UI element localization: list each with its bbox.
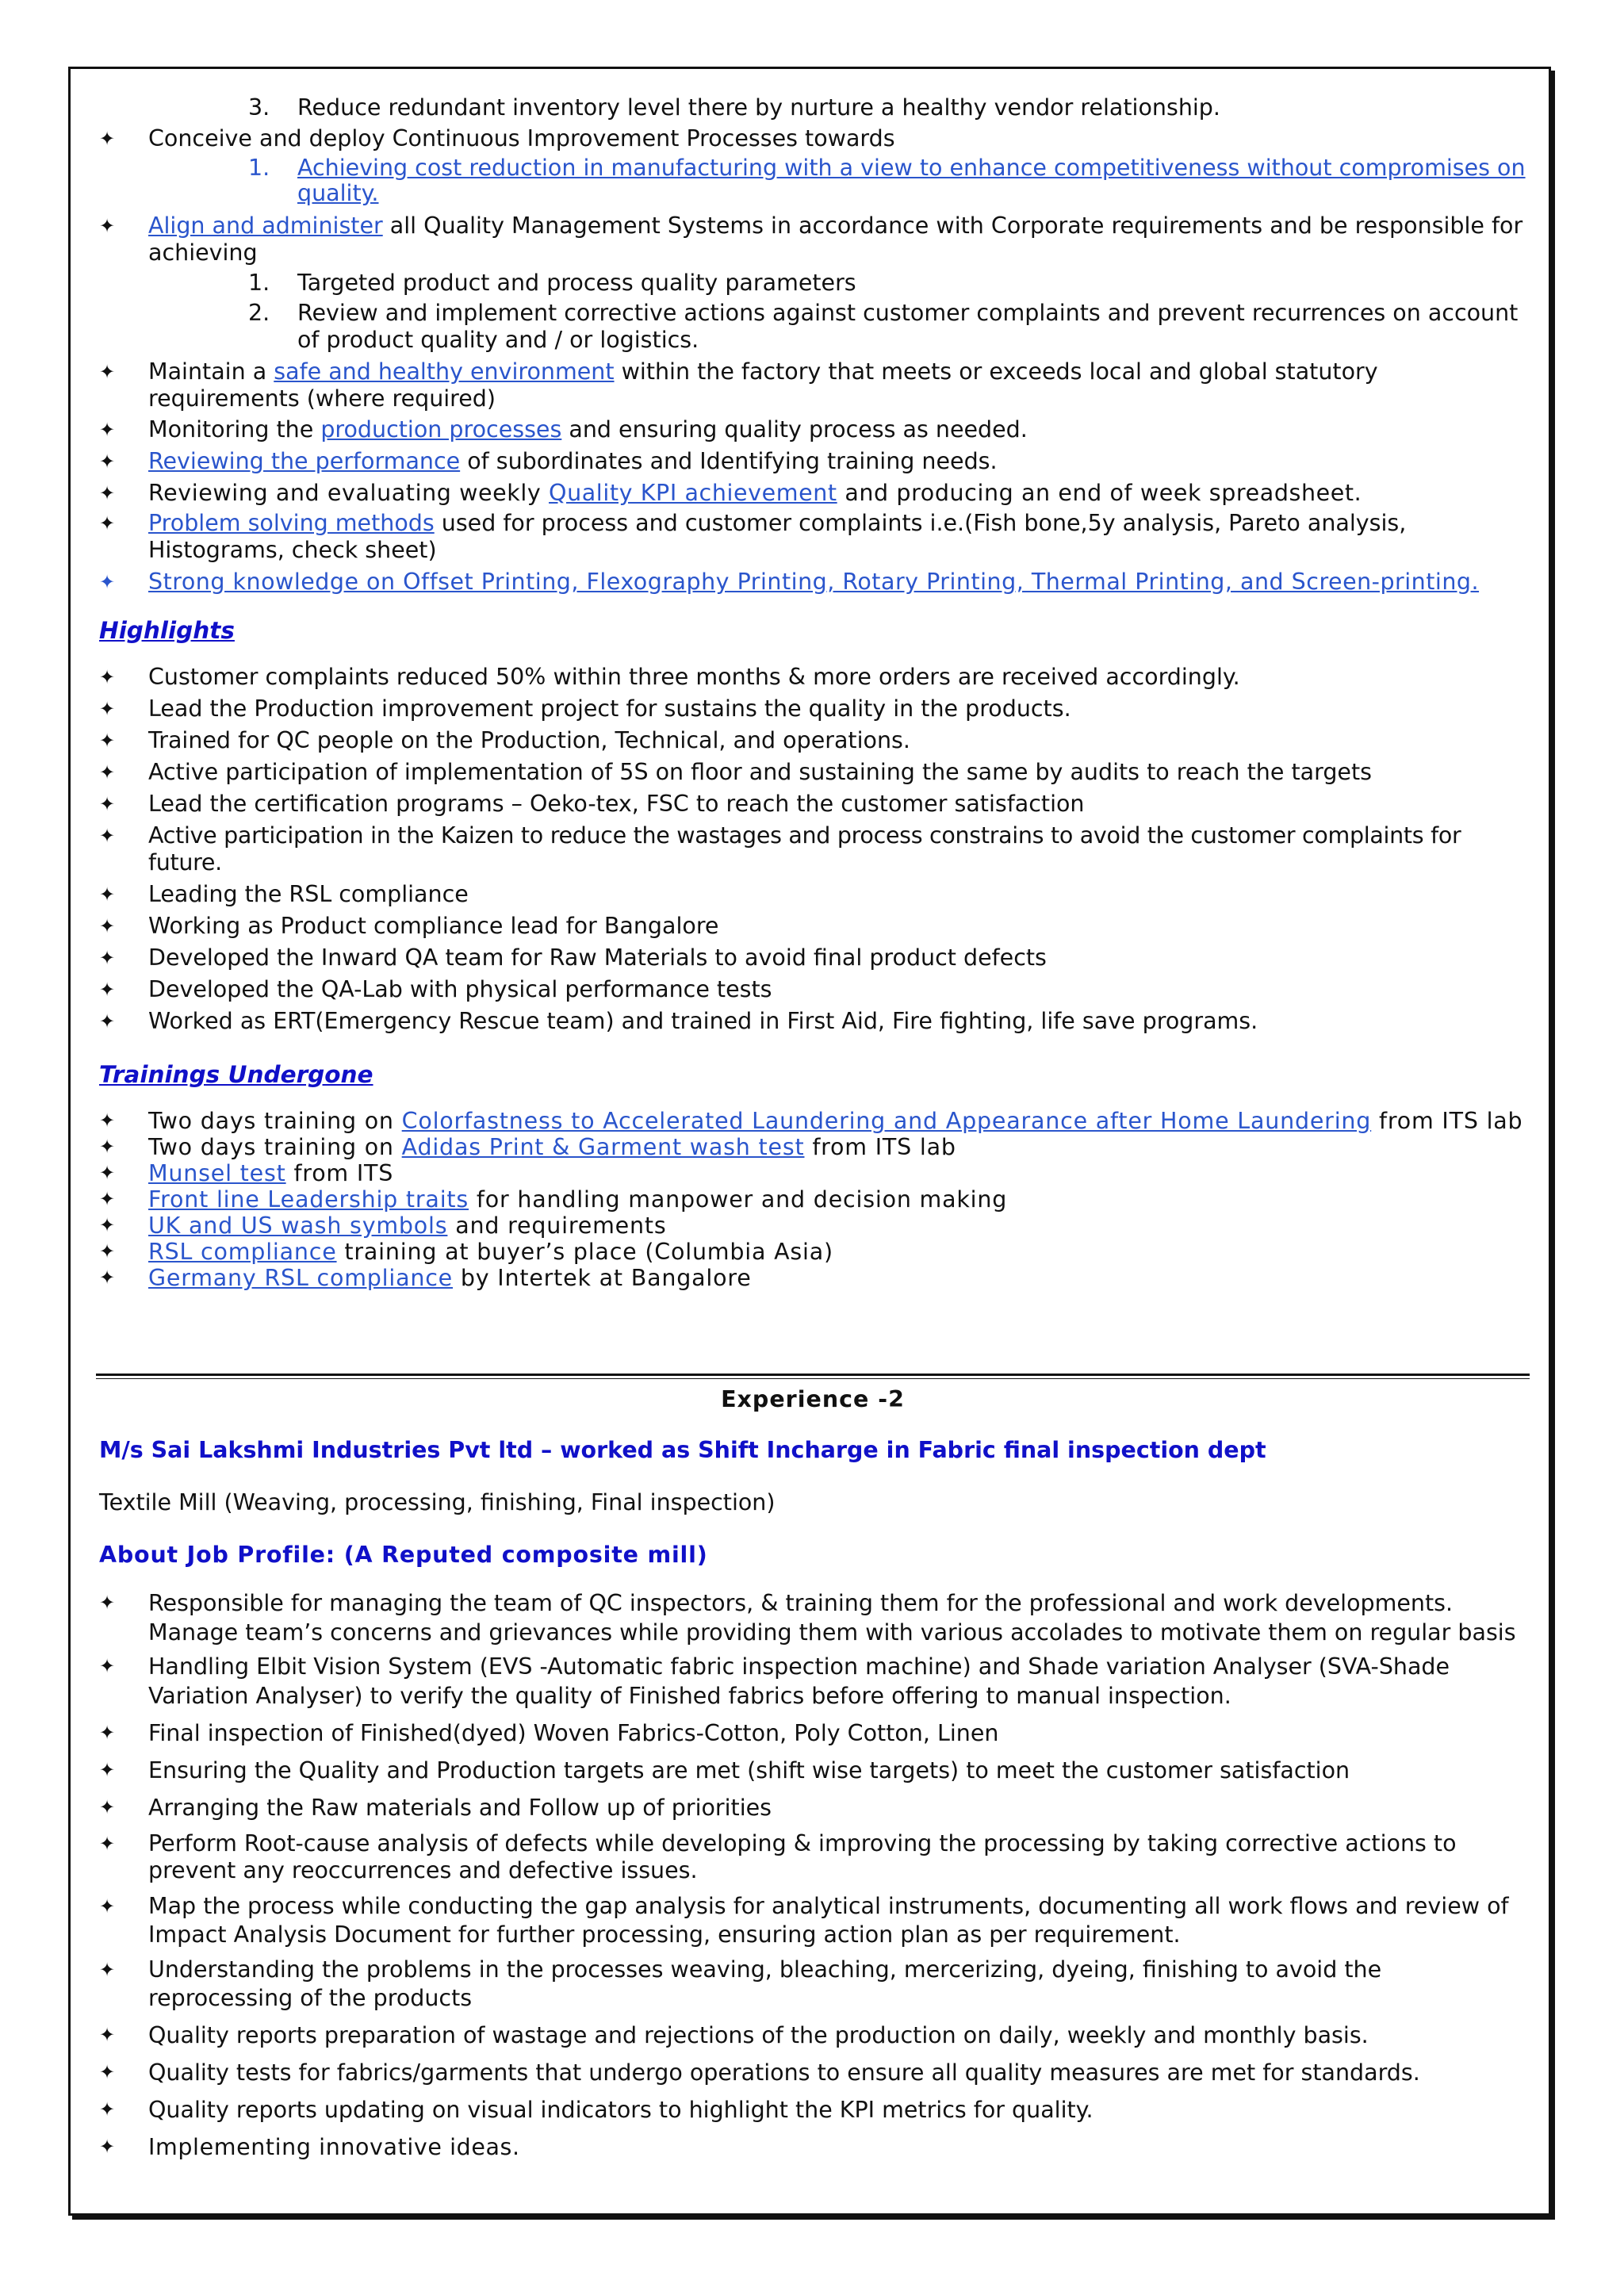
list-item: ✦ Quality reports updating on visual indicators to highlight the KPI metrics for quality.	[99, 2097, 1094, 2123]
bullet-icon: ✦	[99, 1759, 116, 1781]
bullet-icon: ✦	[99, 761, 116, 784]
bullet-icon: ✦	[99, 450, 116, 473]
bullet-icon: ✦	[99, 1796, 116, 1818]
link[interactable]: safe and healthy environment	[274, 358, 615, 385]
numbered-item: 2. Review and implement corrective actions against customer complaints and prevent recurrences on account of product quality and / or logistics.	[248, 300, 1519, 353]
bullet-icon: ✦	[99, 2136, 116, 2158]
list-item: ✦ Trained for QC people on the Production, Technical, and operations.	[99, 727, 910, 753]
list-item: ✦ Developed the Inward QA team for Raw Materials to avoid final product defects	[99, 944, 1047, 971]
bullet-icon: ✦	[99, 915, 116, 937]
company-description: Textile Mill (Weaving, processing, finishing, Final inspection)	[99, 1489, 776, 1515]
bullet-icon: ✦	[99, 825, 115, 847]
bullet-icon: ✦	[99, 947, 116, 969]
link[interactable]: Achieving cost reduction in manufacturing with a view to enhance competitiveness without compromises on quality.	[297, 155, 1526, 206]
job-profile-heading: About Job Profile: (A Reputed composite mill)	[99, 1542, 708, 1568]
bullet-icon: ✦	[99, 1592, 116, 1614]
bullet-icon: ✦	[99, 1722, 116, 1744]
list-item: ✦ Developed the QA-Lab with physical performance tests	[99, 976, 772, 1002]
list-item: ✦ Worked as ERT(Emergency Rescue team) and trained in First Aid, Fire fighting, life save programs.	[99, 1008, 1258, 1034]
list-item: ✦ Two days training on Adidas Print & Garment wash test from ITS lab	[99, 1134, 956, 1160]
link[interactable]: Strong knowledge on Offset Printing, Flexography Printing, Rotary Printing, Thermal Printing, and Screen-printing.	[148, 569, 1480, 595]
list-item: ✦ Leading the RSL compliance	[99, 881, 469, 907]
bullet-icon: ✦	[99, 793, 116, 815]
bullet-icon: ✦	[99, 1833, 116, 1855]
bullet-icon: ✦	[99, 883, 116, 906]
link[interactable]: RSL compliance	[148, 1239, 337, 1265]
list-item: ✦ Handling Elbit Vision System (EVS -Automatic fabric inspection machine) and Shade variation Analyser (SVA-Shade Variation Analyser) to verify the quality of Finished fabrics before offering to manual inspection.	[99, 1653, 1450, 1709]
list-item: ✦ Active participation in the Kaizen to reduce the wastages and process constrains to avoid the customer complaints for future.	[99, 822, 1461, 875]
bullet-icon: ✦	[99, 1959, 116, 1981]
bullet-icon: ✦	[99, 1266, 116, 1289]
list-item: ✦ UK and US wash symbols and requirements	[99, 1213, 667, 1239]
link[interactable]: production processes	[320, 416, 562, 443]
bullet-icon: ✦	[99, 2024, 116, 2046]
list-item: ✦ Germany RSL compliance by Intertek at Bangalore	[99, 1265, 752, 1291]
list-item: ✦ Working as Product compliance lead for Bangalore	[99, 913, 719, 939]
list-item: ✦ Front line Leadership traits for handling manpower and decision making	[99, 1186, 1008, 1213]
bullet-icon: ✦	[99, 512, 116, 534]
list-item: ✦ Map the process while conducting the gap analysis for analytical instruments, documenting all work flows and review of Impact Analysis Document for further processing, ensuring action plan as per requirement.	[99, 1893, 1509, 1948]
link[interactable]: Munsel test	[148, 1160, 286, 1186]
bullet-icon: ✦	[99, 1655, 116, 1677]
trainings-heading: Trainings Undergone	[99, 1061, 373, 1088]
bullet-icon: ✦	[99, 2098, 116, 2121]
list-item: ✦ Implementing innovative ideas.	[99, 2134, 520, 2160]
list-item: ✦ Arranging the Raw materials and Follow up of priorities	[99, 1795, 772, 1821]
list-item: ✦ Lead the certification programs – Oeko-tex, FSC to reach the customer satisfaction	[99, 791, 1085, 817]
bullet-icon: ✦	[99, 1010, 116, 1033]
bullet-item: ✦ Conceive and deploy Continuous Improvement Processes towards	[99, 125, 895, 151]
link[interactable]: Quality KPI achievement	[549, 480, 837, 506]
list-item: ✦ Active participation of implementation of 5S on floor and sustaining the same by audits to reach the targets	[99, 759, 1372, 785]
numbered-item: 1. Achieving cost reduction in manufacturing with a view to enhance competitiveness without compromises on quality.	[248, 155, 1526, 206]
bullet-icon: ✦	[99, 571, 116, 593]
list-item: ✦ Two days training on Colorfastness to Accelerated Laundering and Appearance after Home Laundering from ITS lab	[99, 1108, 1523, 1134]
list-item: ✦ Perform Root-cause analysis of defects while developing & improving the processing by taking corrective actions to prevent any reoccurrences and defective issues.	[99, 1830, 1457, 1883]
link[interactable]: Colorfastness to Accelerated Laundering and Appearance after Home Laundering	[401, 1108, 1372, 1134]
bullet-icon: ✦	[99, 419, 116, 441]
bullet-icon: ✦	[99, 698, 116, 720]
list-item: ✦ Quality tests for fabrics/garments that undergo operations to ensure all quality measures are met for standards.	[99, 2059, 1420, 2086]
list-item: ✦ Responsible for managing the team of QC inspectors, & training them for the professional and work developments. Manage team’s concerns and grievances while providing them with various accolades to motivate them on regular basis	[99, 1590, 1516, 1646]
bullet-icon: ✦	[99, 1895, 116, 1918]
bullet-item: ✦ Problem solving methods used for process and customer complaints i.e.(Fish bone,5y analysis, Pareto analysis, Histograms, check sheet)	[99, 510, 1407, 563]
trainings-list	[99, 1108, 1526, 1291]
link[interactable]: Front line Leadership traits	[148, 1186, 469, 1213]
list-item: ✦ RSL compliance training at buyer’s place (Columbia Asia)	[99, 1239, 833, 1265]
bullet-icon: ✦	[99, 1240, 116, 1262]
bullet-item: ✦ Reviewing and evaluating weekly Quality KPI achievement and producing an end of week spreadsheet.	[99, 480, 1362, 506]
bullet-icon: ✦	[99, 1162, 116, 1184]
bullet-icon: ✦	[99, 128, 116, 150]
bullet-icon: ✦	[99, 482, 116, 504]
bullet-icon: ✦	[99, 361, 116, 383]
company-line: M/s Sai Lakshmi Industries Pvt ltd – worked as Shift Incharge in Fabric final inspection dept	[99, 1437, 1266, 1463]
link[interactable]: UK and US wash symbols	[148, 1213, 448, 1239]
experience-title: Experience -2	[721, 1386, 905, 1412]
bullet-icon: ✦	[99, 979, 116, 1001]
link[interactable]: Germany RSL compliance	[148, 1265, 454, 1291]
bullet-icon: ✦	[99, 730, 116, 752]
list-item: ✦ Quality reports preparation of wastage and rejections of the production on daily, weekly and monthly basis.	[99, 2022, 1369, 2048]
list-item: ✦ Customer complaints reduced 50% within three months & more orders are received accordingly.	[99, 664, 1240, 690]
bullet-item: ✦ Monitoring the production processes and ensuring quality process as needed.	[99, 416, 1028, 443]
experience-list	[99, 1588, 1526, 2162]
bullet-icon: ✦	[99, 1214, 116, 1236]
link[interactable]: Adidas Print & Garment wash test	[401, 1134, 805, 1160]
list-item: ✦ Understanding the problems in the processes weaving, bleaching, mercerizing, dyeing, finishing to avoid the reprocessing of the products	[99, 1956, 1382, 2011]
list-item: ✦ Final inspection of Finished(dyed) Woven Fabrics-Cotton, Poly Cotton, Linen	[99, 1720, 999, 1746]
bullet-item: ✦ Reviewing the performance of subordinates and Identifying training needs.	[99, 448, 998, 474]
page-border	[68, 67, 1551, 2216]
bullet-item: ✦ Maintain a safe and healthy environment within the factory that meets or exceeds local and global statutory requirements (where required)	[99, 358, 1378, 412]
bullet-icon: ✦	[99, 1188, 116, 1210]
numbered-item: 3. Reduce redundant inventory level there by nurture a healthy vendor relationship.	[248, 94, 1220, 121]
bullet-icon: ✦	[99, 1136, 116, 1158]
bullet-icon: ✦	[99, 215, 116, 237]
numbered-item: 1. Targeted product and process quality parameters	[248, 270, 856, 296]
link[interactable]: Problem solving methods	[148, 510, 435, 536]
highlights-list	[99, 664, 1526, 1035]
highlights-heading: Highlights	[99, 617, 235, 644]
bullet-icon: ✦	[99, 2061, 116, 2083]
list-item: ✦ Lead the Production improvement project for sustains the quality in the products.	[99, 695, 1071, 722]
link[interactable]: Align and administer	[148, 213, 383, 239]
bullet-item	[99, 569, 1526, 596]
link[interactable]: Reviewing the performance	[148, 448, 461, 474]
list-item: ✦ Munsel test from ITS	[99, 1160, 394, 1186]
bullet-icon: ✦	[99, 1109, 116, 1132]
bullet-icon: ✦	[99, 666, 116, 688]
bullet-item: ✦ Align and administer all Quality Management Systems in accordance with Corporate requirements and be responsible for achieving	[99, 213, 1523, 266]
list-item: ✦ Ensuring the Quality and Production targets are met (shift wise targets) to meet the customer satisfaction	[99, 1757, 1350, 1784]
resume-content	[99, 93, 1526, 2162]
section-divider	[96, 1374, 1530, 1379]
